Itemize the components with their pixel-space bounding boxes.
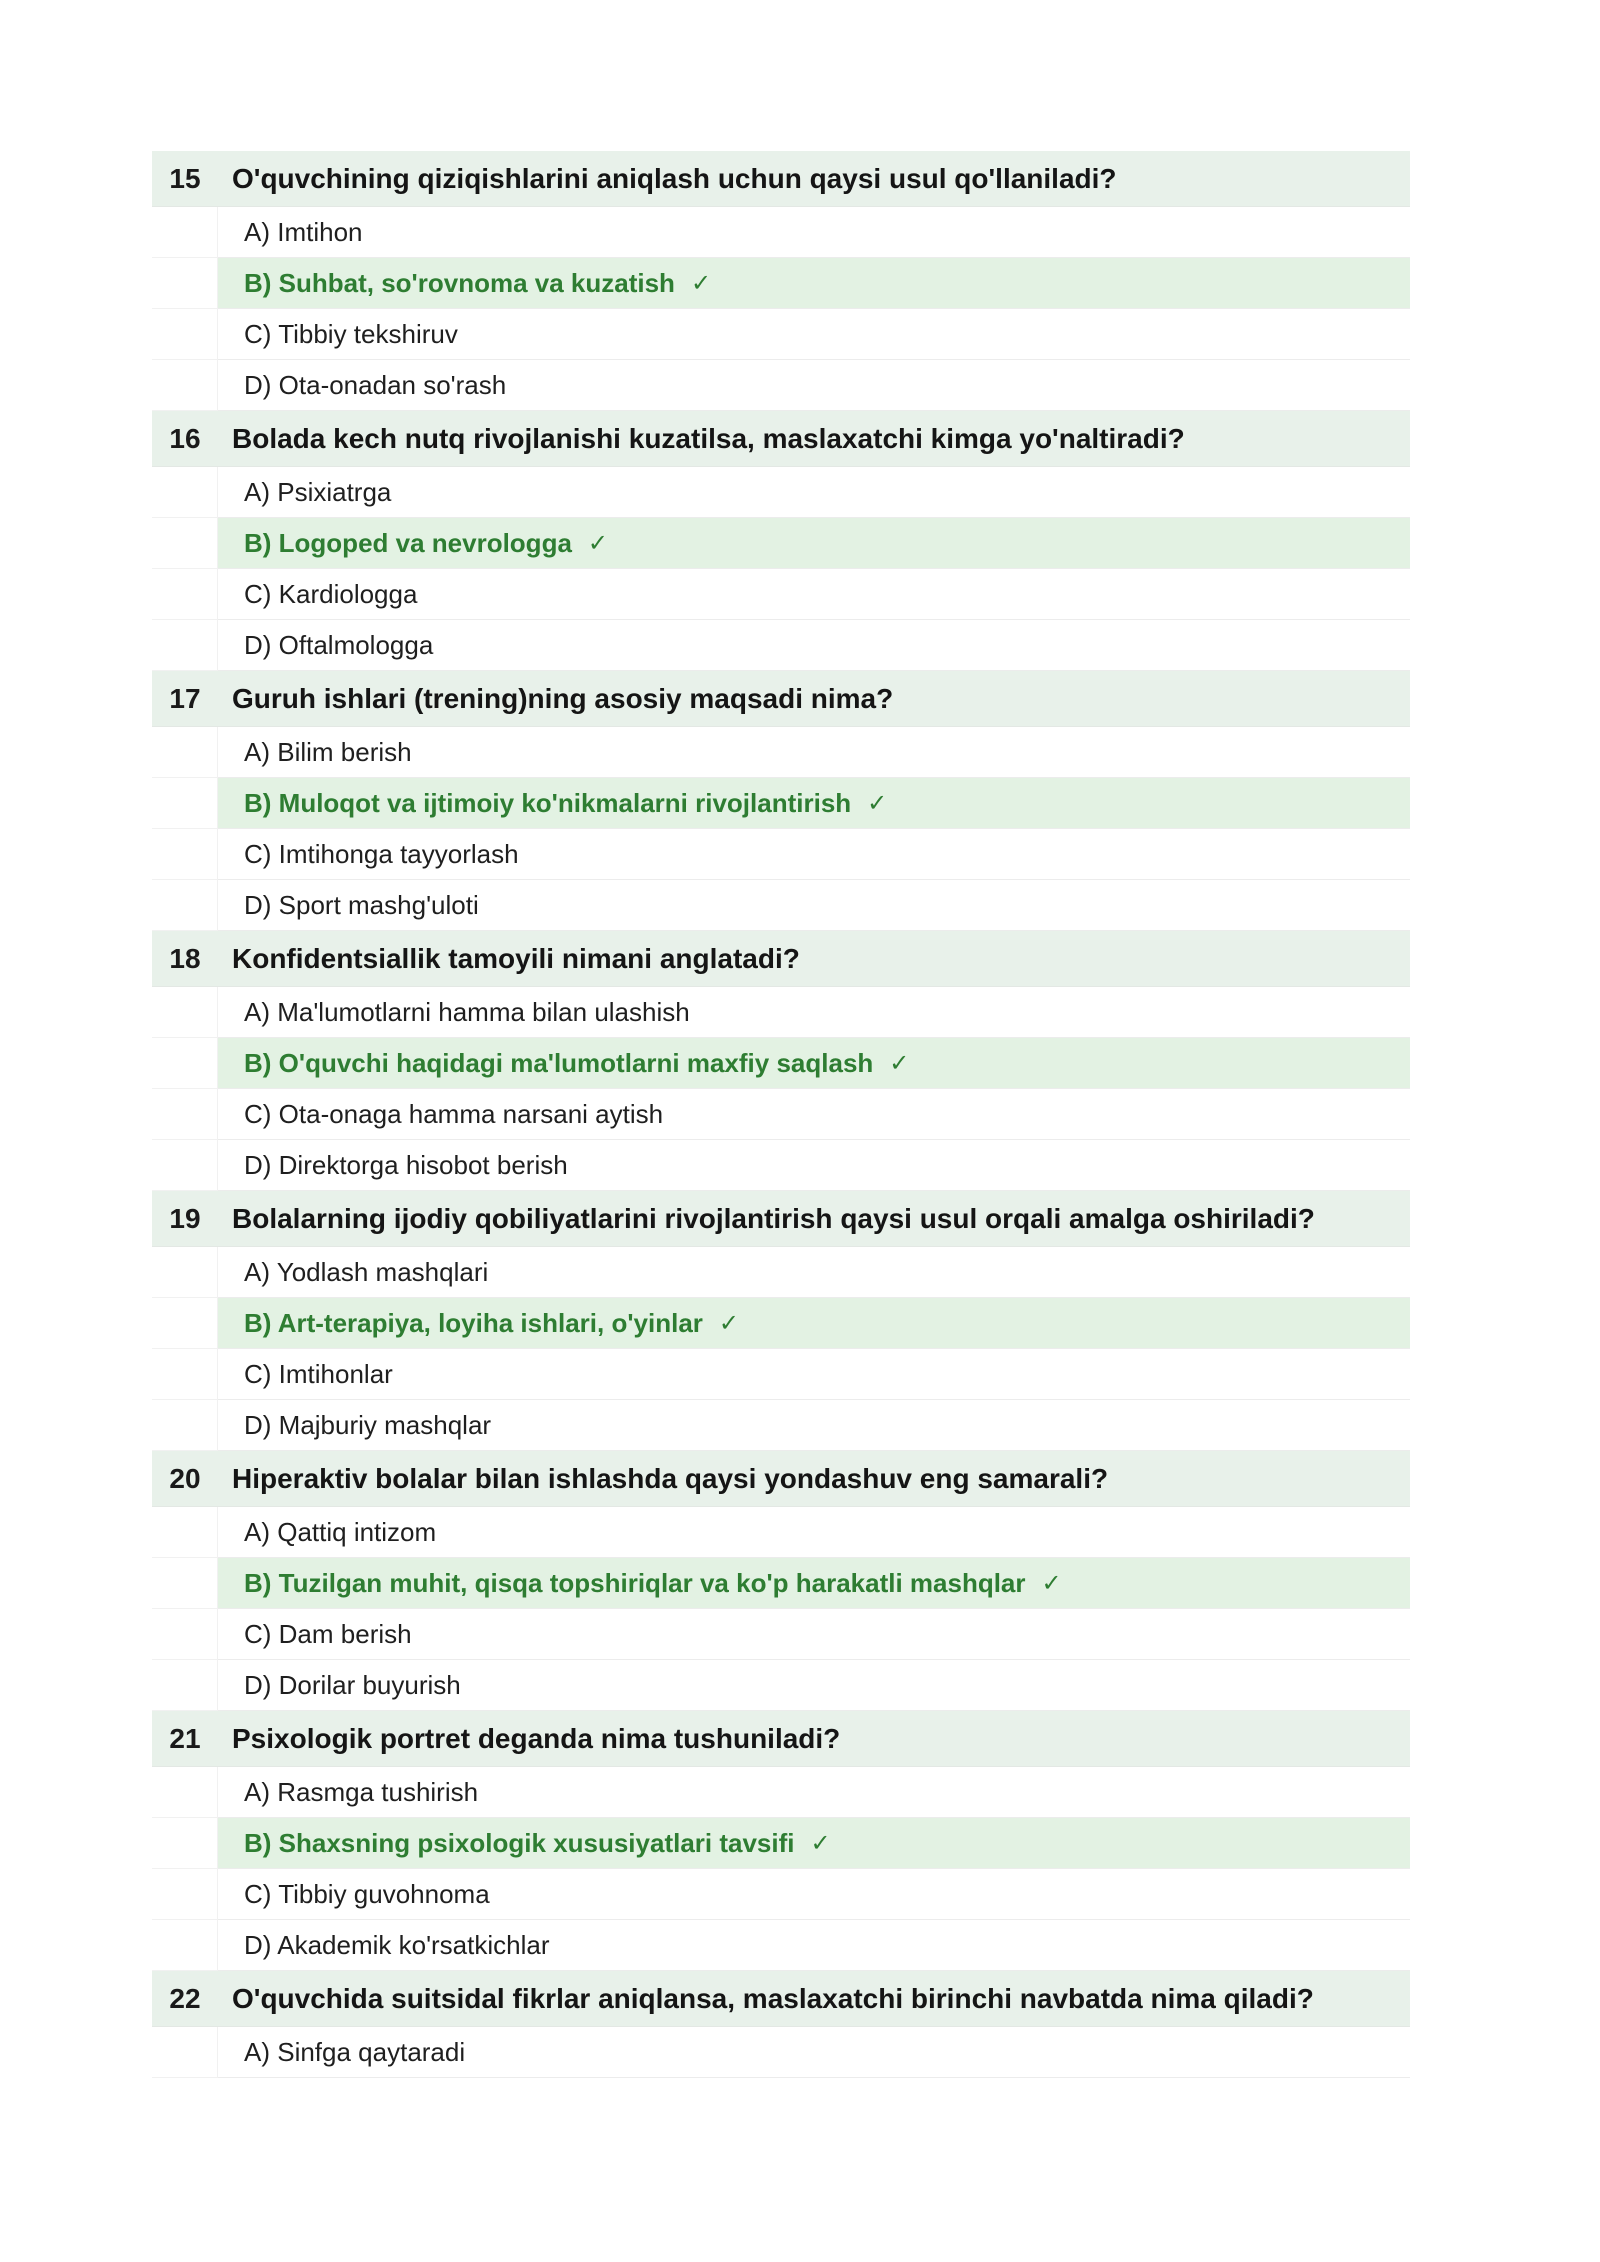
question-row [152,151,1410,207]
question-number: 22 [169,1982,201,2014]
option-label: A) Yodlash mashqlari [244,1256,489,1287]
question-number: 19 [169,1202,201,1234]
option-label: C) Tibbiy tekshiruv [244,318,458,349]
option-number-cell [152,1140,218,1191]
answer-option [218,620,1410,671]
option-row [152,1038,1410,1089]
correct-answer-option [218,1038,1410,1089]
question-block [152,1451,1410,1711]
option-label: B) O'quvchi haqidagi ma'lumotlarni maxfiy saqlash [244,1047,874,1078]
option-label: D) Sport mashg'uloti [244,889,479,920]
question-text: Konfidentsiallik tamoyili nimani anglatadi? [232,942,800,974]
option-label: B) Logoped va nevrologga [244,527,572,558]
option-label: B) Suhbat, so'rovnoma va kuzatish [244,267,675,298]
answer-option [218,727,1410,778]
option-label: D) Ota-onadan so'rash [244,369,507,400]
option-row [152,880,1410,931]
question-block [152,151,1410,411]
correct-answer-option [218,1298,1410,1349]
option-label: C) Dam berish [244,1618,412,1649]
option-row [152,1298,1410,1349]
option-label: A) Ma'lumotlarni hamma bilan ulashish [244,996,690,1027]
option-number-cell [152,620,218,671]
option-number-cell [152,1038,218,1089]
option-number-cell [152,1298,218,1349]
correct-answer-option [218,778,1410,829]
question-row [152,1191,1410,1247]
option-number-cell [152,258,218,309]
option-number-cell [152,467,218,518]
option-row [152,360,1410,411]
option-row [152,1507,1410,1558]
option-label: A) Bilim berish [244,736,412,767]
option-row [152,207,1410,258]
question-block [152,931,1410,1191]
option-row [152,1869,1410,1920]
option-number-cell [152,1609,218,1660]
answer-option [218,309,1410,360]
answer-option [218,829,1410,880]
option-label: A) Imtihon [244,216,363,247]
question-text: O'quvchida suitsidal fikrlar aniqlansa, maslaxatchi birinchi navbatda nima qiladi? [232,1982,1314,2014]
option-label: D) Oftalmologga [244,629,434,660]
option-number-cell [152,987,218,1038]
question-number: 15 [169,162,201,194]
check-icon: ✓ [810,1829,831,1857]
question-text: Guruh ishlari (trening)ning asosiy maqsadi nima? [232,682,894,714]
option-row [152,2027,1410,2078]
answer-option [218,1609,1410,1660]
option-row [152,829,1410,880]
option-row [152,1558,1410,1609]
option-label: C) Tibbiy guvohnoma [244,1878,490,1909]
option-row [152,518,1410,569]
option-label: D) Dorilar buyurish [244,1669,461,1700]
answer-option [218,1400,1410,1451]
option-row [152,467,1410,518]
answer-option [218,1140,1410,1191]
question-block [152,671,1410,931]
option-number-cell [152,727,218,778]
option-number-cell [152,1558,218,1609]
answer-option [218,880,1410,931]
option-label: A) Qattiq intizom [244,1516,437,1547]
option-number-cell [152,360,218,411]
option-row [152,1920,1410,1971]
question-row [152,1711,1410,1767]
check-icon: ✓ [867,789,888,817]
option-number-cell [152,1869,218,1920]
question-block [152,1191,1410,1451]
option-number-cell [152,1349,218,1400]
option-row [152,1247,1410,1298]
option-row [152,309,1410,360]
question-text: Psixologik portret deganda nima tushuniladi? [232,1722,841,1754]
question-row [152,411,1410,467]
option-label: A) Psixiatrga [244,476,392,507]
option-label: D) Akademik ko'rsatkichlar [244,1929,550,1960]
option-row [152,1660,1410,1711]
option-row [152,1609,1410,1660]
question-text: Hiperaktiv bolalar bilan ishlashda qaysi yondashuv eng samarali? [232,1462,1109,1494]
option-row [152,778,1410,829]
correct-answer-option [218,1818,1410,1869]
option-row [152,987,1410,1038]
quiz-table [152,151,1410,2078]
correct-answer-option [218,1558,1410,1609]
question-text: O'quvchining qiziqishlarini aniqlash uchun qaysi usul qo'llaniladi? [232,162,1117,194]
option-number-cell [152,1920,218,1971]
option-row [152,1140,1410,1191]
answer-option [218,987,1410,1038]
check-icon: ✓ [690,269,712,297]
question-block [152,1711,1410,1971]
answer-option [218,569,1410,620]
option-row [152,1089,1410,1140]
option-row [152,620,1410,671]
option-row [152,258,1410,309]
option-number-cell [152,518,218,569]
check-icon: ✓ [587,529,609,557]
question-number: 16 [169,422,201,454]
option-label: C) Imtihonga tayyorlash [244,838,519,869]
correct-answer-option [218,518,1410,569]
question-number: 18 [169,942,201,974]
option-row [152,1767,1410,1818]
question-number: 21 [169,1722,201,1754]
option-number-cell [152,1767,218,1818]
question-block [152,411,1410,671]
option-label: B) Muloqot va ijtimoiy ko'nikmalarni rivojlantirish [244,787,852,818]
option-number-cell [152,1089,218,1140]
option-label: C) Ota-onaga hamma narsani aytish [244,1098,664,1129]
check-icon: ✓ [718,1309,740,1337]
option-label: A) Rasmga tushirish [244,1776,479,1807]
option-row [152,1818,1410,1869]
option-label: D) Direktorga hisobot berish [244,1149,568,1180]
option-number-cell [152,569,218,620]
correct-answer-option [218,258,1410,309]
option-number-cell [152,1818,218,1869]
option-label: C) Imtihonlar [244,1358,393,1389]
option-label: C) Kardiologga [244,578,418,609]
answer-option [218,2027,1410,2078]
answer-option [218,467,1410,518]
answer-option [218,1920,1410,1971]
option-row [152,1349,1410,1400]
option-number-cell [152,1400,218,1451]
answer-option [218,1660,1410,1711]
option-row [152,1400,1410,1451]
answer-option [218,1349,1410,1400]
check-icon: ✓ [1041,1569,1062,1597]
option-label: D) Majburiy mashqlar [244,1409,492,1440]
question-number: 17 [169,682,201,714]
answer-option [218,1869,1410,1920]
question-row [152,931,1410,987]
option-label: B) Shaxsning psixologik xususiyatlari tavsifi [244,1827,795,1858]
check-icon: ✓ [889,1049,910,1077]
option-number-cell [152,829,218,880]
answer-option [218,1507,1410,1558]
option-number-cell [152,778,218,829]
question-row [152,1451,1410,1507]
option-number-cell [152,1660,218,1711]
option-label: A) Sinfga qaytaradi [244,2036,466,2067]
option-row [152,727,1410,778]
option-number-cell [152,1507,218,1558]
option-number-cell [152,207,218,258]
question-row [152,671,1410,727]
option-number-cell [152,309,218,360]
option-number-cell [152,1247,218,1298]
answer-option [218,1767,1410,1818]
answer-option [218,207,1410,258]
question-text: Bolalarning ijodiy qobiliyatlarini rivojlantirish qaysi usul orqali amalga oshiriladi? [232,1202,1315,1234]
option-number-cell [152,2027,218,2078]
option-label: B) Tuzilgan muhit, qisqa topshiriqlar va ko'p harakatli mashqlar [244,1567,1026,1598]
answer-option [218,1247,1410,1298]
answer-option [218,1089,1410,1140]
question-text: Bolada kech nutq rivojlanishi kuzatilsa, maslaxatchi kimga yo'naltiradi? [232,422,1185,454]
answer-option [218,360,1410,411]
question-number: 20 [169,1462,201,1494]
option-label: B) Art-terapiya, loyiha ishlari, o'yinlar [244,1307,703,1338]
option-number-cell [152,880,218,931]
question-block [152,1971,1410,2078]
question-row [152,1971,1410,2027]
option-row [152,569,1410,620]
